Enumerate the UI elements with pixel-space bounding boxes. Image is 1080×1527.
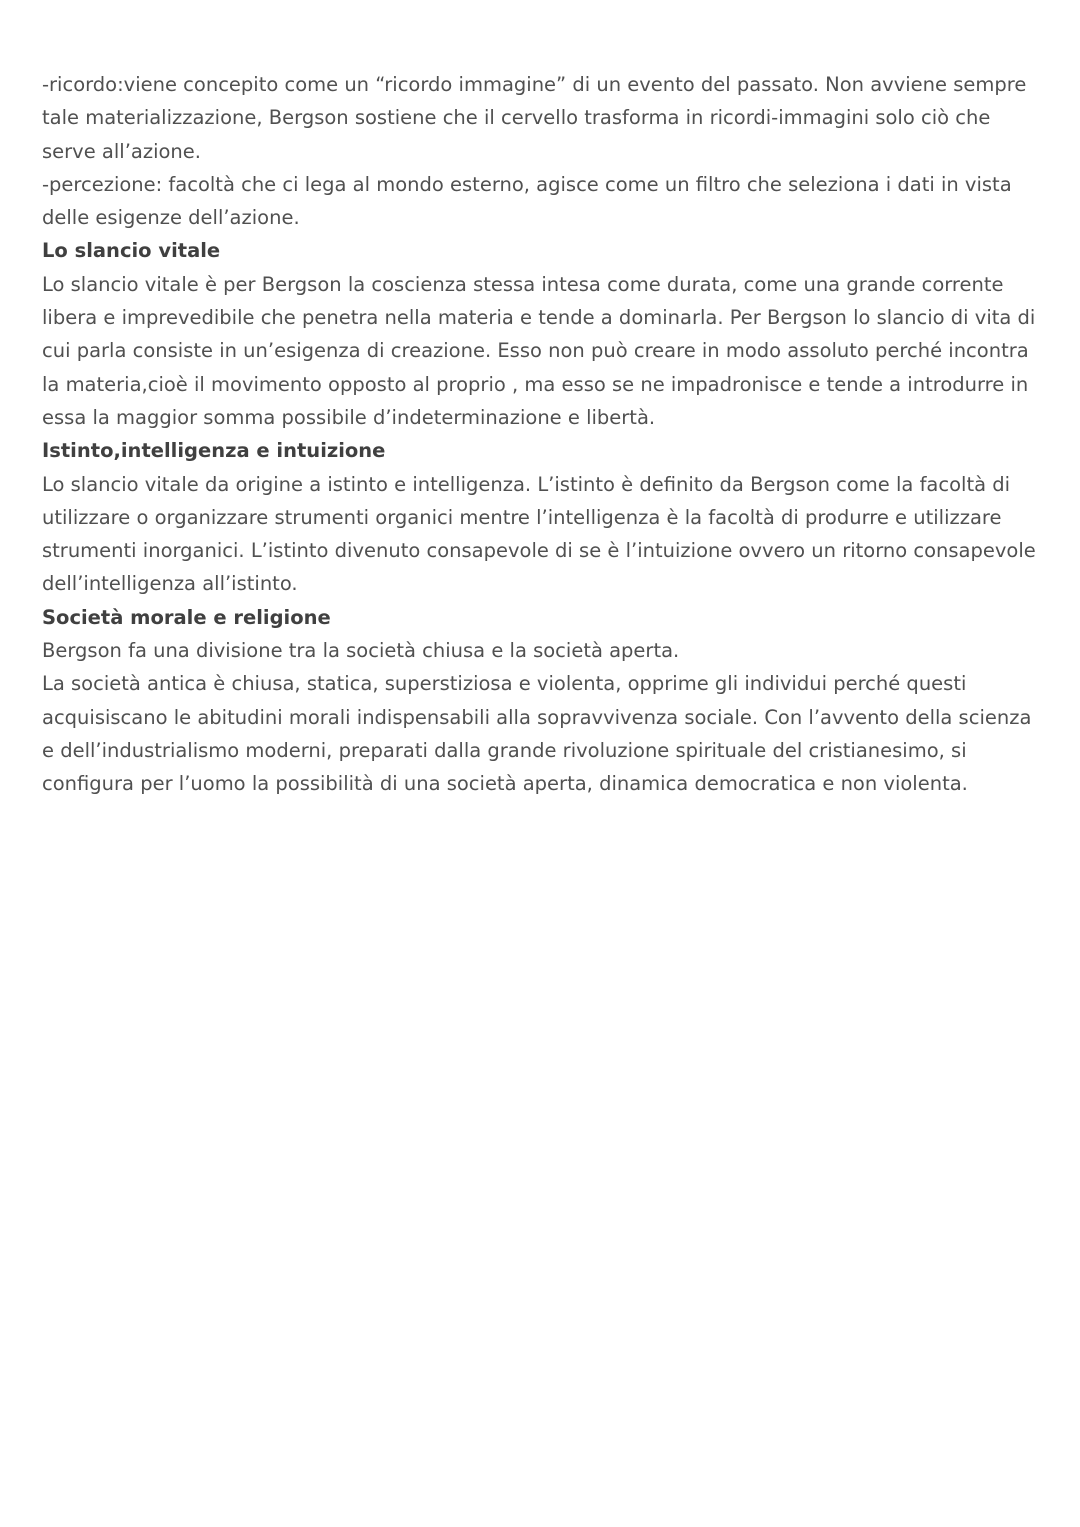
paragraph-societa-divisione: Bergson fa una divisione tra la società chiusa e la società aperta. <box>42 639 680 663</box>
heading-slancio-vitale: Lo slancio vitale <box>42 239 221 263</box>
heading-istinto-intelligenza-intuizione: Istinto,intelligenza e intuizione <box>42 439 386 463</box>
paragraph-slancio-vitale: Lo slancio vitale è per Bergson la coscienza stessa intesa come durata, come una grande corrente libera e imprevedibile che penetra nella materia e tende a dominarla. Per Bergson lo slancio di vita di cui parla consiste in un’esigenza di creazione. Esso non può creare in modo assoluto perché incontra la materia,cioè il movimento opposto al proprio , ma esso se ne impadronisce e tende a introdurre in essa la maggior somma possibile d’indeterminazione e libertà. <box>42 272 1036 429</box>
paragraph-ricordo: -ricordo:viene concepito come un “ricordo immagine” di un evento del passato. Non avviene sempre tale materializzazione, Bergson sostiene che il cervello trasforma in ricordi-immagini solo ciò che serve all’azione. <box>42 73 1027 163</box>
paragraph-istinto: Lo slancio vitale da origine a istinto e intelligenza. L’istinto è definito da Bergson come la facoltà di utilizzare o organizzare strumenti organici mentre l’intelligenza è la facoltà di produrre e utilizzare strumenti inorganici. L’istinto divenuto consapevole di se è l’intuizione ovvero un ritorno consapevole dell’intelligenza all’istinto. <box>42 472 1036 596</box>
paragraph-percezione: -percezione: facoltà che ci lega al mondo esterno, agisce come un filtro che seleziona i dati in vista delle esigenze dell’azione. <box>42 172 1012 230</box>
paragraph-societa-antica: La società antica è chiusa, statica, superstiziosa e violenta, opprime gli individui perché questi acquisiscano le abitudini morali indispensabili alla sopravvivenza sociale. Con l’avvento della scienza e dell’industrialismo moderni, preparati dalla grande rivoluzione spirituale del cristianesimo, si configura per l’uomo la possibilità di una società aperta, dinamica democratica e non violenta. <box>42 672 1032 796</box>
heading-societa-morale-religione: Società morale e religione <box>42 605 331 629</box>
document-page <box>42 68 1046 801</box>
